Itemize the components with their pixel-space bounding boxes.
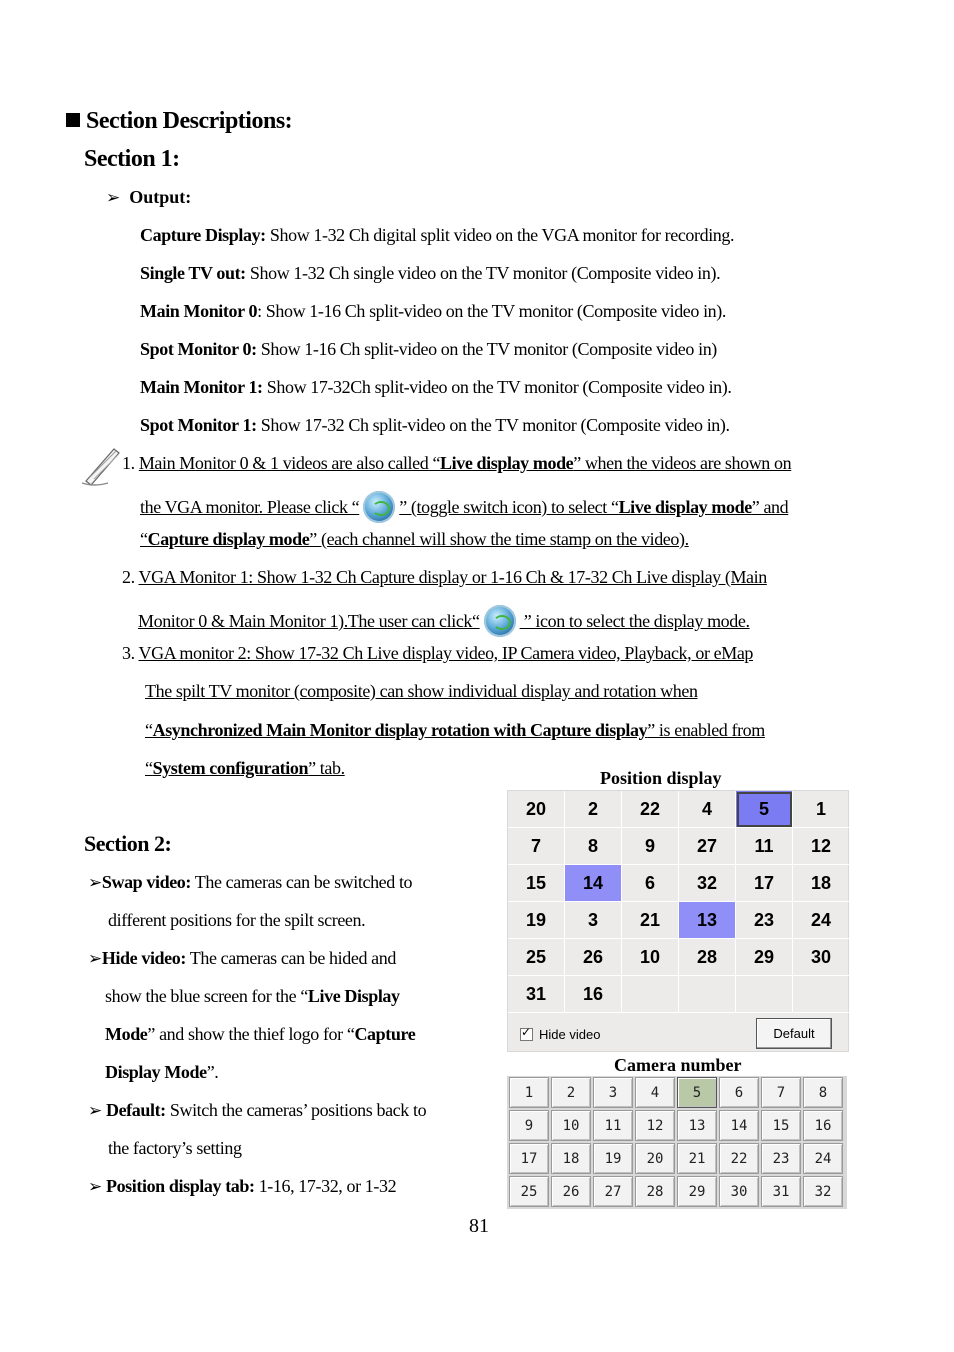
note-text: ” and	[751, 497, 789, 517]
item-text: Show 1-16 Ch split-video on the TV monitor (Composite video in)	[256, 339, 717, 359]
note-1-line-3: “Capture display mode” (each channel will show the time stamp on the video).	[140, 529, 689, 549]
position-cell[interactable]: 24	[793, 902, 850, 939]
hide-video-emphasis: Live Display	[307, 986, 400, 1006]
default-line-1	[88, 1100, 426, 1121]
note-text: VGA Monitor 1: Show 1-32 Ch Capture display or 1-16 Ch & 17-32 Ch Live display (Main	[138, 567, 767, 587]
position-cell[interactable]: 25	[508, 939, 565, 976]
note-text: VGA monitor 2: Show 17-32 Ch Live display video, IP Camera video, Playback, or eMap	[138, 643, 754, 663]
output-item-single-tv-out	[140, 263, 720, 284]
position-cell[interactable]: 13	[679, 902, 736, 939]
camera-button[interactable]: 16	[803, 1110, 843, 1141]
toggle-switch-icon	[363, 491, 395, 523]
note-emphasis: Asynchronized Main Monitor display rotation with Capture display	[152, 720, 648, 740]
item-text: Show 1-32 Ch digital split video on the VGA monitor for recording.	[265, 225, 735, 245]
note-2-line-2	[138, 605, 750, 637]
camera-button[interactable]: 20	[635, 1143, 675, 1174]
note-3-line-1	[122, 643, 753, 664]
note-1-line-2	[140, 491, 788, 523]
camera-button[interactable]: 24	[803, 1143, 843, 1174]
note-1-line-1	[122, 453, 791, 474]
section1-title: Section 1:	[84, 146, 180, 172]
camera-button[interactable]: 12	[635, 1110, 675, 1141]
default-line-2: the factory’s setting	[108, 1138, 242, 1158]
position-cell[interactable]: 11	[736, 828, 793, 865]
note-text: ” icon to select the display mode.	[519, 611, 750, 631]
note-number: 2.	[122, 567, 135, 587]
camera-button[interactable]: 3	[593, 1077, 633, 1108]
hide-video-checkbox-label: Hide video	[539, 1027, 601, 1042]
hide-video-emphasis: Display Mode	[105, 1062, 207, 1082]
position-cell[interactable]: 29	[736, 939, 793, 976]
section-descriptions-heading	[66, 108, 292, 135]
note-emphasis: Live display mode	[618, 497, 752, 517]
position-cell[interactable]: 6	[622, 865, 679, 902]
section-descriptions-text: Section Descriptions:	[86, 108, 293, 134]
position-display-tab-text: 1-16, 17-32, or 1-32	[254, 1176, 397, 1196]
camera-button[interactable]: 29	[677, 1176, 717, 1207]
section2-title: Section 2:	[84, 831, 172, 856]
position-display-panel	[507, 790, 849, 1052]
item-label: Main Monitor 1:	[140, 377, 263, 397]
camera-button[interactable]: 14	[719, 1110, 759, 1141]
note-text: ” is enabled from	[647, 720, 765, 740]
camera-number-caption: Camera number	[614, 1055, 742, 1075]
note-text: Main Monitor 0 & 1 videos are also called “Live display mode” when the videos are shown on	[138, 453, 792, 473]
camera-button[interactable]: 18	[551, 1143, 591, 1174]
camera-button[interactable]: 28	[635, 1176, 675, 1207]
position-display-tab-line	[88, 1176, 396, 1197]
hide-video-label: Hide video:	[101, 948, 186, 968]
position-cell[interactable]: 18	[793, 865, 850, 902]
position-cell[interactable]: 27	[679, 828, 736, 865]
hide-video-text: The cameras can be hided and	[185, 948, 396, 968]
position-cell[interactable]: 9	[622, 828, 679, 865]
output-heading-text: Output:	[129, 187, 192, 207]
item-label: Spot Monitor 0:	[140, 339, 257, 359]
position-cell[interactable]: 4	[679, 791, 736, 828]
toggle-switch-icon	[484, 605, 516, 637]
hide-video-line-2: show the blue screen for the “Live Display	[105, 986, 400, 1006]
camera-button[interactable]: 11	[593, 1110, 633, 1141]
note-text: ” tab.	[308, 758, 345, 778]
hide-video-emphasis: Capture	[354, 1024, 416, 1044]
default-text: Switch the cameras’ positions back to	[165, 1100, 427, 1120]
hide-video-checkbox-row[interactable]	[520, 1027, 600, 1042]
note-3-line-2: The spilt TV monitor (composite) can show individual display and rotation when	[145, 681, 698, 701]
position-cell-empty[interactable]	[622, 976, 679, 1013]
position-cell[interactable]: 1	[793, 791, 850, 828]
position-cell[interactable]: 19	[508, 902, 565, 939]
item-label: Spot Monitor 1:	[140, 415, 257, 435]
swap-video-line-2: different positions for the spilt screen.	[108, 910, 366, 930]
position-cell-empty[interactable]	[793, 976, 850, 1013]
position-cell-empty[interactable]	[679, 976, 736, 1013]
hide-video-checkbox[interactable]	[520, 1028, 533, 1041]
position-cell[interactable]: 28	[679, 939, 736, 976]
note-text: ” (each channel will show the time stamp on the video).	[309, 529, 689, 549]
page-number: 81	[469, 1215, 489, 1237]
swap-video-label: Swap video:	[101, 872, 191, 892]
camera-button[interactable]: 31	[761, 1176, 801, 1207]
output-item-spot-monitor-0	[140, 339, 717, 360]
camera-button[interactable]: 10	[551, 1110, 591, 1141]
camera-button[interactable]: 27	[593, 1176, 633, 1207]
output-item-spot-monitor-1	[140, 415, 730, 436]
arrow-bullet-icon: ➢	[88, 1177, 102, 1197]
note-pencil-icon	[80, 443, 122, 487]
item-text: : Show 1-16 Ch split-video on the TV monitor (Composite video in).	[257, 301, 726, 321]
hide-video-emphasis: Mode	[105, 1024, 148, 1044]
square-bullet-icon	[66, 113, 80, 127]
hide-video-line-4: Display Mode”.	[105, 1062, 219, 1082]
position-cell[interactable]: 20	[508, 791, 565, 828]
output-heading	[106, 187, 191, 208]
position-cell[interactable]: 32	[679, 865, 736, 902]
position-cell[interactable]: 21	[622, 902, 679, 939]
camera-button[interactable]: 17	[509, 1143, 549, 1174]
camera-button[interactable]: 9	[509, 1110, 549, 1141]
hide-video-line-1	[88, 948, 396, 969]
item-text: Show 1-32 Ch single video on the TV monitor (Composite video in).	[245, 263, 721, 283]
position-cell[interactable]: 3	[565, 902, 622, 939]
note-text: Monitor 0 & Main Monitor 1).The user can click“	[138, 611, 480, 631]
position-cell[interactable]: 16	[565, 976, 622, 1013]
camera-button[interactable]: 30	[719, 1176, 759, 1207]
position-cell[interactable]: 7	[508, 828, 565, 865]
position-cell[interactable]: 5	[736, 791, 793, 828]
camera-button[interactable]: 23	[761, 1143, 801, 1174]
note-text: ” (toggle switch icon) to select “	[399, 497, 619, 517]
arrow-bullet-icon: ➢	[88, 1101, 102, 1121]
position-cell[interactable]: 8	[565, 828, 622, 865]
position-cell[interactable]: 26	[565, 939, 622, 976]
note-3-line-4: “System configuration” tab.	[145, 758, 345, 778]
position-cell[interactable]: 22	[622, 791, 679, 828]
swap-video-line-1	[88, 872, 412, 893]
position-cell[interactable]: 12	[793, 828, 850, 865]
camera-button[interactable]: 26	[551, 1176, 591, 1207]
position-cell[interactable]: 15	[508, 865, 565, 902]
camera-button[interactable]: 4	[635, 1077, 675, 1108]
arrow-bullet-icon: ➢	[88, 873, 102, 893]
arrow-bullet-icon: ➢	[88, 949, 102, 969]
camera-button[interactable]: 19	[593, 1143, 633, 1174]
camera-button[interactable]: 2	[551, 1077, 591, 1108]
position-display-tab-label: Position display tab:	[105, 1176, 255, 1196]
output-item-main-monitor-0	[140, 301, 726, 322]
position-cell[interactable]: 17	[736, 865, 793, 902]
item-label: Capture Display:	[140, 225, 266, 245]
camera-button[interactable]: 7	[761, 1077, 801, 1108]
item-label: Main Monitor 0	[140, 301, 258, 321]
item-label: Single TV out:	[140, 263, 246, 283]
camera-button[interactable]: 5	[677, 1077, 717, 1108]
note-number: 3.	[122, 643, 135, 663]
camera-button[interactable]: 21	[677, 1143, 717, 1174]
output-item-main-monitor-1	[140, 377, 731, 398]
position-cell[interactable]: 31	[508, 976, 565, 1013]
note-3-line-3: “Asynchronized Main Monitor display rotation with Capture display” is enabled from	[145, 720, 765, 740]
position-cell[interactable]: 2	[565, 791, 622, 828]
position-cell-empty[interactable]	[736, 976, 793, 1013]
item-text: Show 17-32 Ch split-video on the TV monitor (Composite video in).	[256, 415, 730, 435]
camera-button[interactable]: 6	[719, 1077, 759, 1108]
default-label: Default:	[105, 1100, 166, 1120]
position-cell[interactable]: 23	[736, 902, 793, 939]
note-number: 1.	[122, 453, 135, 473]
camera-button[interactable]: 1	[509, 1077, 549, 1108]
camera-button[interactable]: 13	[677, 1110, 717, 1141]
note-2-line-1	[122, 567, 767, 588]
default-button[interactable]: Default	[756, 1018, 832, 1049]
output-item-capture-display	[140, 225, 734, 246]
swap-video-text: The cameras can be switched to	[190, 872, 413, 892]
camera-button[interactable]: 8	[803, 1077, 843, 1108]
item-text: Show 17-32Ch split-video on the TV monitor (Composite video in).	[262, 377, 732, 397]
hide-video-line-3: Mode” and show the thief logo for “Capture	[105, 1024, 416, 1044]
position-cell[interactable]: 30	[793, 939, 850, 976]
camera-number-panel	[507, 1076, 847, 1209]
arrow-bullet-icon: ➢	[106, 188, 121, 208]
position-cell[interactable]: 10	[622, 939, 679, 976]
camera-button[interactable]: 22	[719, 1143, 759, 1174]
note-emphasis: Capture display mode	[147, 529, 310, 549]
camera-button[interactable]: 15	[761, 1110, 801, 1141]
note-text: the VGA monitor. Please click “	[140, 497, 360, 517]
camera-button[interactable]: 32	[803, 1176, 843, 1207]
note-emphasis: System configuration	[152, 758, 309, 778]
position-cell[interactable]: 14	[565, 865, 622, 902]
camera-button[interactable]: 25	[509, 1176, 549, 1207]
position-display-caption: Position display	[600, 768, 722, 788]
